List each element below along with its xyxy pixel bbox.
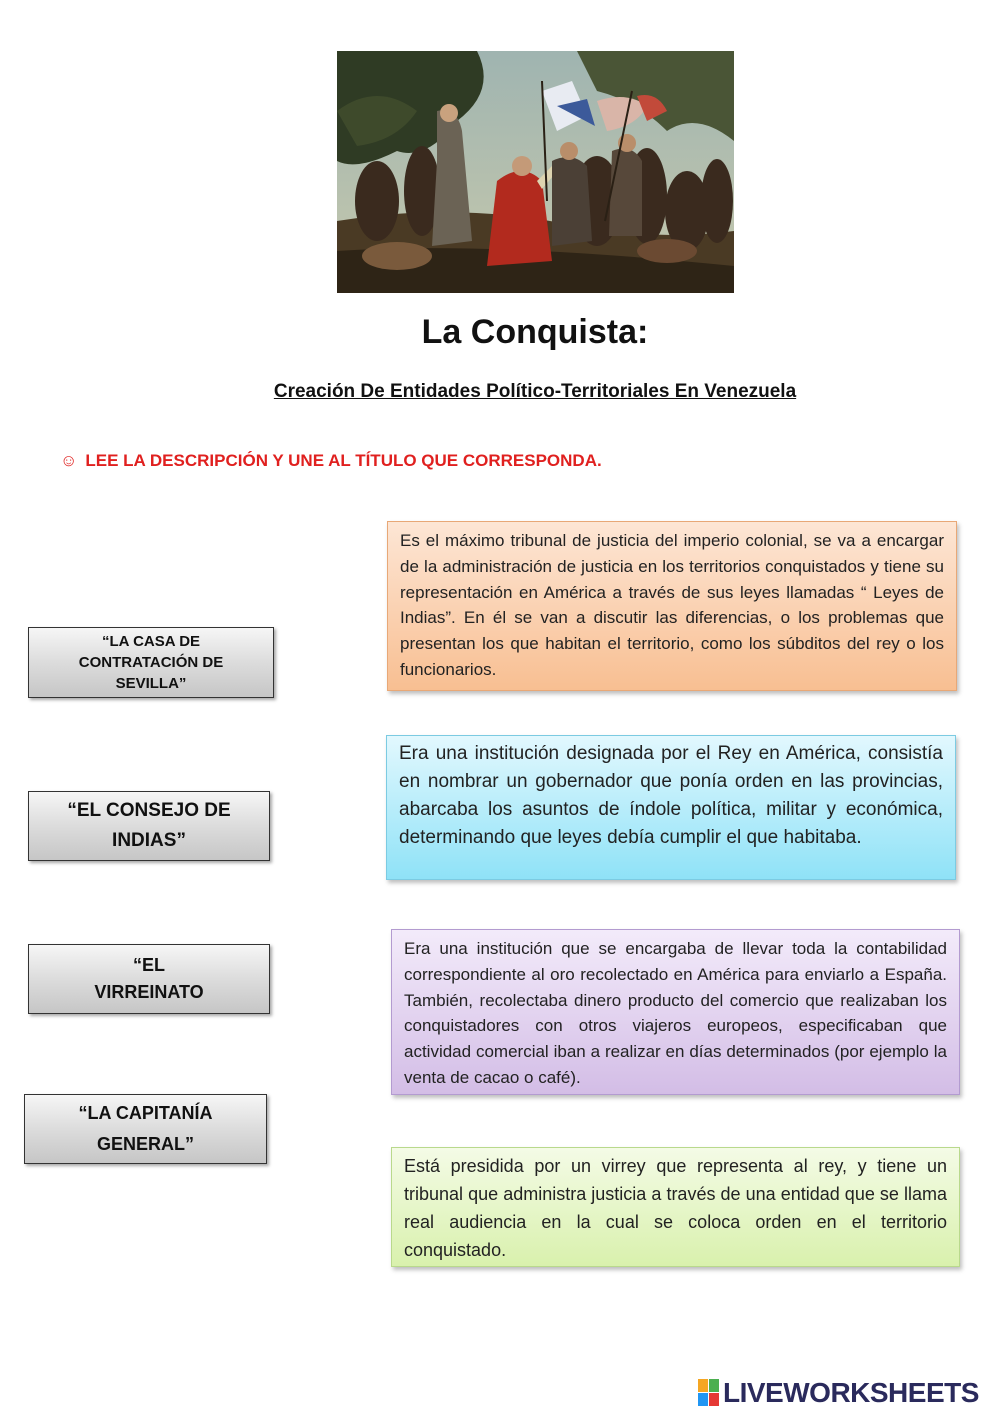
page-title: La Conquista: [421, 313, 649, 351]
title-box-label: “LA CASA DE CONTRATACIÓN DE SEVILLA” [78, 633, 224, 692]
description-text: Era una institución que se encargaba de llevar toda la contabilidad correspondiente al oro recolectado en América para enviarlo a España. También, recolectaba dinero producto del comercio que realizaban los conquistadores con otros viajeros europeos, especificaban que actividad comercial iban a realizar en días determinados (por ejemplo la venta de cacao o café). [404, 939, 947, 1087]
liveworksheets-icon [698, 1379, 720, 1407]
instruction-text: LEE LA DESCRIPCIÓN Y UNE AL TÍTULO QUE CORRESPONDA. [85, 451, 602, 470]
description-box-contabilidad[interactable] [391, 929, 960, 1095]
description-text: Está presidida por un virrey que representa al rey, y tiene un tribunal que administra justicia a través de una entidad que se llama real audiencia en la cual se coloca orden en el territorio conquistado. [404, 1156, 947, 1260]
title-box-casa-contratacion[interactable] [28, 627, 274, 698]
conquest-painting [337, 51, 734, 293]
page-subtitle: Creación De Entidades Político-Territoriales En Venezuela [273, 381, 797, 402]
liveworksheets-text: LIVEWORKSHEETS [723, 1377, 979, 1408]
title-box-label: “EL CONSEJO DE INDIAS” [67, 800, 231, 851]
description-box-tribunal[interactable] [387, 521, 957, 691]
liveworksheets-logo [698, 1376, 979, 1410]
instruction [60, 451, 602, 471]
description-box-virrey[interactable] [391, 1147, 960, 1267]
title-box-label: “LA CAPITANÍA GENERAL” [78, 1103, 213, 1154]
description-text: Era una institución designada por el Rey en América, consistía en nombrar un gobernador que ponía orden en las provincias, abarcaba los asuntos de índole política, militar y económica, determinando que leyes debía cumplir el que habitaba. [399, 743, 943, 848]
description-box-gobernador[interactable] [386, 735, 956, 880]
title-box-virreinato[interactable] [28, 944, 270, 1014]
description-text: Es el máximo tribunal de justicia del imperio colonial, se va a encargar de la administración de justicia en los territorios conquistados y tiene su representación en América a través de sus leyes llamadas “ Leyes de Indias”. En él se van a discutir las diferencias, o los problemas que presentan los que habitan el territorio, como los súbditos del rey o los funcionarios. [400, 531, 944, 679]
title-box-consejo-indias[interactable] [28, 791, 270, 861]
title-box-capitania-general[interactable] [24, 1094, 267, 1164]
smiley-icon: ☺ [60, 451, 78, 470]
title-box-label: “EL VIRREINATO [94, 955, 204, 1002]
